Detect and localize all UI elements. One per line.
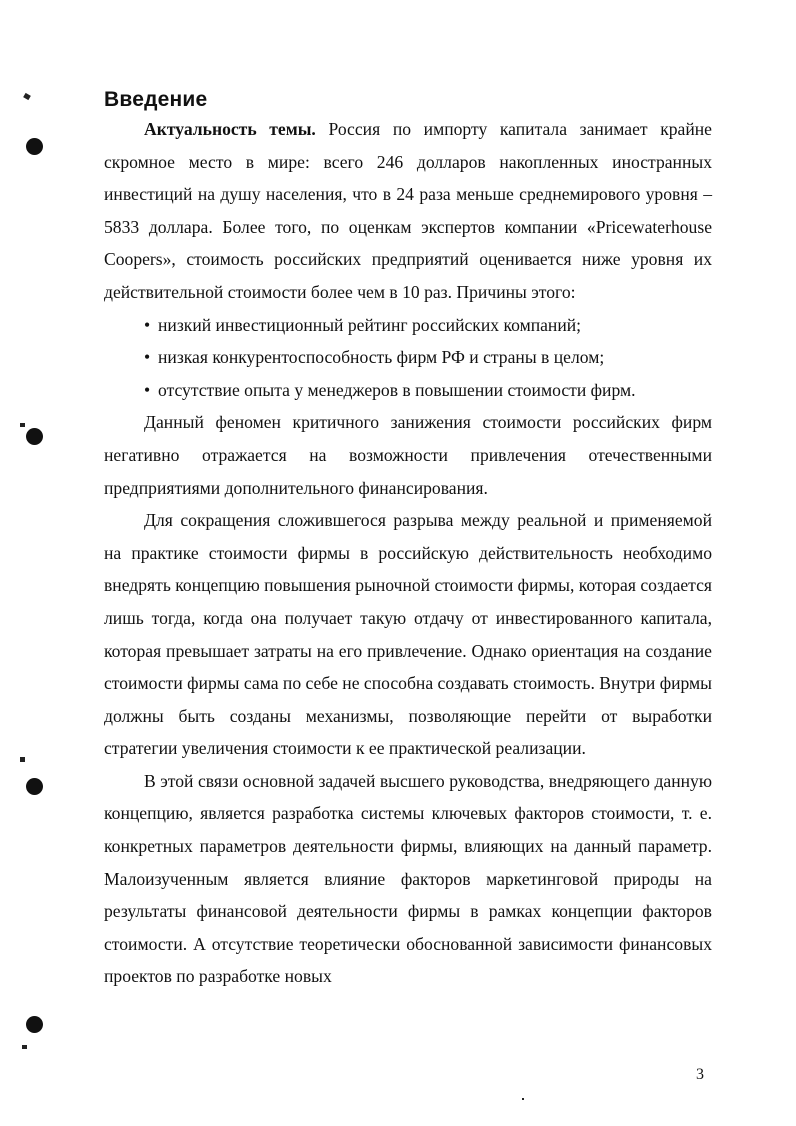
paragraph-lead: Актуальность темы. bbox=[144, 119, 316, 139]
list-item bbox=[104, 309, 712, 342]
section-heading: Введение bbox=[104, 88, 208, 111]
scan-speck bbox=[522, 1098, 524, 1100]
bullet-icon: • bbox=[144, 314, 151, 335]
paragraph-text: Россия по импорту капитала занимает крайне скромное место в мире: всего 246 долларов накопленных иностранных инвестиций на душу населения, что в 24 раза меньше среднемирового уровня – 5833 доллара. Более того, по оценкам экспертов компании «Pricewaterhouse Coopers», стоимость российских предприятий оценивается ниже уровня их действительной стоимости более чем в 10 раз. Причины этого: bbox=[104, 119, 712, 302]
scan-speck bbox=[22, 1045, 27, 1049]
paragraph-concept: Для сокращения сложившегося разрыва между реальной и применяемой на практике стоимости фирмы в российскую действительность необходимо внедрять концепцию повышения рыночной стоимости фирмы, которая создается лишь тогда, когда она получает такую отдачу от инвестированного капитала, которая превышает затраты на его привлечение. Однако ориентация на создание стоимости фирмы сама по себе не способна создавать стоимость. Внутри фирмы должны быть созданы механизмы, позволяющие перейти от выработки стратегии увеличения стоимости к ее практической реализации. bbox=[104, 510, 713, 759]
scan-speck bbox=[20, 757, 25, 762]
list-item-text: низкая конкурентоспособность фирм РФ и страны в целом; bbox=[158, 347, 605, 368]
list-item-text: отсутствие опыта у менеджеров в повышении стоимости фирм. bbox=[158, 379, 636, 400]
paragraph-phenomenon: Данный феномен критичного занижения стоимости российских фирм негативно отражается на возможности привлечения отечественными предприятиями дополнительного финансирования. bbox=[104, 412, 712, 498]
list-item bbox=[104, 374, 712, 407]
bullet-icon: • bbox=[144, 347, 151, 368]
binder-hole-mark bbox=[26, 428, 43, 445]
body-text bbox=[104, 113, 712, 993]
binder-hole-mark bbox=[26, 138, 43, 155]
bullet-icon: • bbox=[144, 379, 151, 400]
scan-speck bbox=[23, 93, 31, 100]
list-item bbox=[104, 341, 712, 374]
page-number: 3 bbox=[696, 1066, 704, 1083]
list-item-text: низкий инвестиционный рейтинг российских компаний; bbox=[158, 314, 582, 335]
reasons-list bbox=[104, 309, 712, 407]
paragraph-relevance bbox=[104, 113, 712, 309]
paragraph-task: В этой связи основной задачей высшего руководства, внедряющего данную концепцию, является разработка системы ключевых факторов стоимости, т. е. конкретных параметров деятельности фирмы, влияющих на данный параметр. Малоизученным является влияние факторов маркетинговой природы на результаты финансовой деятельности фирмы в рамках концепции факторов стоимости. А отсутствие теоретически обоснованной зависимости финансовых проектов по разработке новых bbox=[104, 770, 712, 987]
binder-hole-mark bbox=[26, 1016, 43, 1033]
scan-speck bbox=[20, 423, 25, 427]
binder-hole-mark bbox=[26, 778, 43, 795]
